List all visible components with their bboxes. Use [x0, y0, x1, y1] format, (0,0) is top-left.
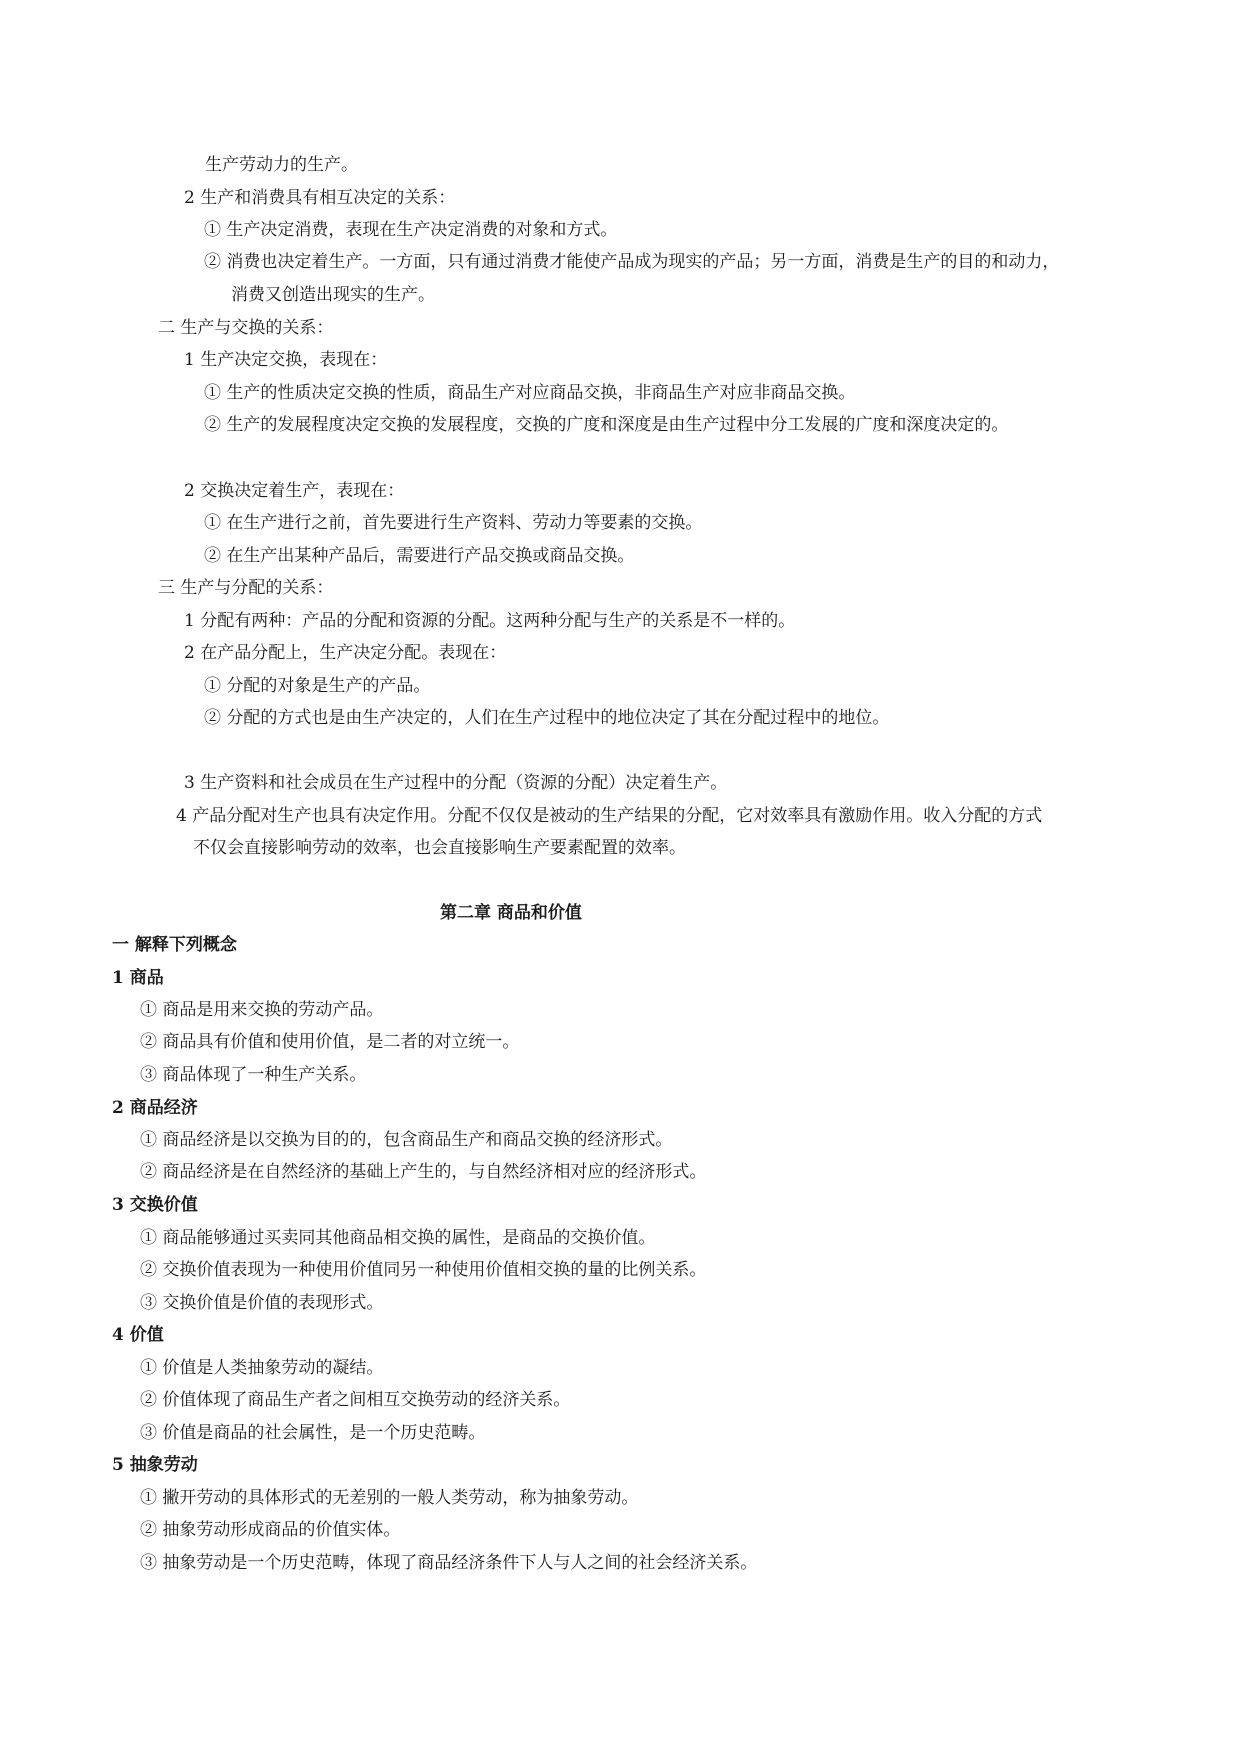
numbered-heading: 1 分配有两种：产品的分配和资源的分配。这两种分配与生产的关系是不一样的。 — [184, 611, 796, 631]
paragraph-continuation: 不仅会直接影响劳动的效率，也会直接影响生产要素配置的效率。 — [193, 838, 686, 858]
list-item: ① 商品能够通过买卖同其他商品相交换的属性，是商品的交换价值。 — [140, 1228, 656, 1248]
list-item: ② 价值体现了商品生产者之间相互交换劳动的经济关系。 — [140, 1390, 571, 1410]
list-item: ① 分配的对象是生产的产品。 — [204, 676, 431, 696]
numbered-heading: 2 生产和消费具有相互决定的关系： — [184, 188, 456, 208]
list-item: ③ 交换价值是价值的表现形式。 — [140, 1293, 384, 1313]
list-item: ① 在生产进行之前，首先要进行生产资料、劳动力等要素的交换。 — [204, 513, 703, 533]
list-item: ③ 抽象劳动是一个历史范畴，体现了商品经济条件下人与人之间的社会经济关系。 — [140, 1553, 758, 1573]
list-item: ② 分配的方式也是由生产决定的，人们在生产过程中的地位决定了其在分配过程中的地位。 — [204, 708, 890, 728]
list-item: ② 抽象劳动形成商品的价值实体。 — [140, 1520, 401, 1540]
concept-term: 4 价值 — [112, 1325, 164, 1345]
list-item: ① 商品是用来交换的劳动产品。 — [140, 1000, 384, 1020]
list-item: ② 商品具有价值和使用价值，是二者的对立统一。 — [140, 1032, 520, 1052]
list-item-continuation: 消费又创造出现实的生产。 — [231, 285, 435, 305]
list-item: ② 在生产出某种产品后，需要进行产品交换或商品交换。 — [204, 546, 635, 566]
list-item: ③ 价值是商品的社会属性，是一个历史范畴。 — [140, 1423, 486, 1443]
list-item: ③ 商品体现了一种生产关系。 — [140, 1065, 367, 1085]
list-item: ② 生产的发展程度决定交换的发展程度，交换的广度和深度是由生产过程中分工发展的广度和深度决定的。 — [204, 415, 1009, 435]
section-heading: 二 生产与交换的关系： — [158, 318, 334, 338]
concept-term: 5 抽象劳动 — [112, 1455, 198, 1475]
numbered-heading: 2 在产品分配上，生产决定分配。表现在： — [184, 643, 507, 663]
list-item: ② 消费也决定着生产。一方面，只有通过消费才能使产品成为现实的产品；另一方面，消费是生产的目的和动力， — [204, 252, 1060, 272]
list-item: ① 生产决定消费，表现在生产决定消费的对象和方式。 — [204, 220, 618, 240]
concept-term: 1 商品 — [112, 968, 164, 988]
list-item: ① 生产的性质决定交换的性质，商品生产对应商品交换，非商品生产对应非商品交换。 — [204, 383, 856, 403]
paragraph-line: 生产劳动力的生产。 — [205, 155, 358, 175]
numbered-heading: 2 交换决定着生产，表现在： — [184, 481, 405, 501]
list-item: ① 价值是人类抽象劳动的凝结。 — [140, 1358, 384, 1378]
list-item: ① 撇开劳动的具体形式的无差别的一般人类劳动，称为抽象劳动。 — [140, 1488, 639, 1508]
concept-term: 3 交换价值 — [112, 1195, 198, 1215]
list-item: ② 商品经济是在自然经济的基础上产生的，与自然经济相对应的经济形式。 — [140, 1162, 707, 1182]
numbered-heading: 1 生产决定交换，表现在： — [184, 350, 388, 370]
section-heading: 一 解释下列概念 — [112, 935, 237, 955]
list-item: ① 商品经济是以交换为目的的，包含商品生产和商品交换的经济形式。 — [140, 1130, 673, 1150]
section-heading: 三 生产与分配的关系： — [158, 578, 334, 598]
list-item: ② 交换价值表现为一种使用价值同另一种使用价值相交换的量的比例关系。 — [140, 1260, 707, 1280]
numbered-heading: 4 产品分配对生产也具有决定作用。分配不仅仅是被动的生产结果的分配，它对效率具有激励作用。收入分配的方式 — [176, 806, 1043, 826]
concept-term: 2 商品经济 — [112, 1098, 198, 1118]
chapter-title: 第二章 商品和价值 — [440, 903, 582, 923]
numbered-heading: 3 生产资料和社会成员在生产过程中的分配（资源的分配）决定着生产。 — [184, 773, 728, 793]
